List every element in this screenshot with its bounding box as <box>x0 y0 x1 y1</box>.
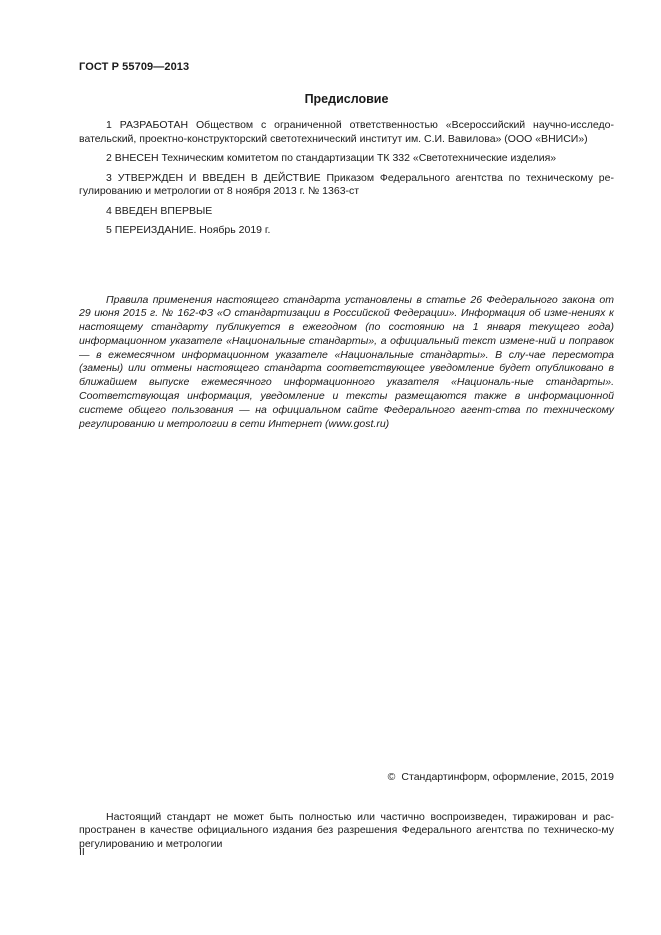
preface-item-text: ВВЕДЕН ВПЕРВЫЕ <box>114 204 213 217</box>
copyright-line <box>388 771 614 783</box>
preface-item-4 <box>79 205 614 219</box>
preface-item-text: РАЗРАБОТАН Обществом с ограниченной ответственностью «Всероссийский научно-исследо-вательский, проектно-конструкторский светотехнический институт им. С.И. Вавилова» (ООО «ВНИСИ») <box>79 119 614 145</box>
preface-item-text: ВНЕСЕН Техническим комитетом по стандартизации ТК 332 «Светотехнические изделия» <box>114 152 557 164</box>
preface-item-5 <box>79 224 614 238</box>
preface-item-2 <box>79 152 614 166</box>
preface-item-1 <box>79 119 614 146</box>
preface-item-number: 3 <box>106 171 112 184</box>
preface-item-number: 2 <box>106 152 112 164</box>
preface-item-number: 5 <box>106 224 112 236</box>
preface-item-text: УТВЕРЖДЕН И ВВЕДЕН В ДЕЙСТВИЕ Приказом Федерального агентства по техническому ре-гулированию и метрологии от 8 ноября 2013 г. № 1363-ст <box>79 171 614 197</box>
preface-item-3 <box>79 172 614 199</box>
preface-item-number: 4 <box>106 204 112 217</box>
preface-list <box>79 119 614 244</box>
copyright-symbol: © <box>387 771 396 783</box>
preface-item-number: 1 <box>106 119 112 131</box>
preface-title: Предисловие <box>304 92 389 106</box>
application-rules-notice: Правила применения настоящего стандарта установлены в статье 26 Федерального закона от 29 июня 2015 г. № 162-ФЗ «О стандартизации в Российской Федерации». Информация об изме-нениях к настоящему стандарту публикуется в ежегодном (по состоянию на 1 января текущего года) информационном указателе «Национальные стандарты», а официальный текст измене-ний и поправок — в ежемесячном информационном указателе «Национальные стандарты». В слу-чае пересмотра (замены) или отмены настоящего стандарта соответствующее уведомление будет опубликовано в ближайшем выпуске ежемесячного информационного указателя «Националь-ные стандарты». Соответствующая информация, уведомление и тексты размещаются также в информационной системе общего пользования — на официальном сайте Федерального агент-ства по техническому регулированию и метрологии в сети Интернет (www.gost.ru) <box>79 293 614 430</box>
preface-item-text: ПЕРЕИЗДАНИЕ. Ноябрь 2019 г. <box>114 224 271 236</box>
page-number: II <box>79 846 85 858</box>
copyright-text: Стандартинформ, оформление, 2015, 2019 <box>401 771 614 783</box>
standard-code-header: ГОСТ Р 55709—2013 <box>79 61 190 73</box>
reproduction-rights-notice: Настоящий стандарт не может быть полностью или частично воспроизведен, тиражирован и рас-пространен в качестве официального издания без разрешения Федерального агентства по техническо-му регулированию и метрологии <box>79 810 614 850</box>
